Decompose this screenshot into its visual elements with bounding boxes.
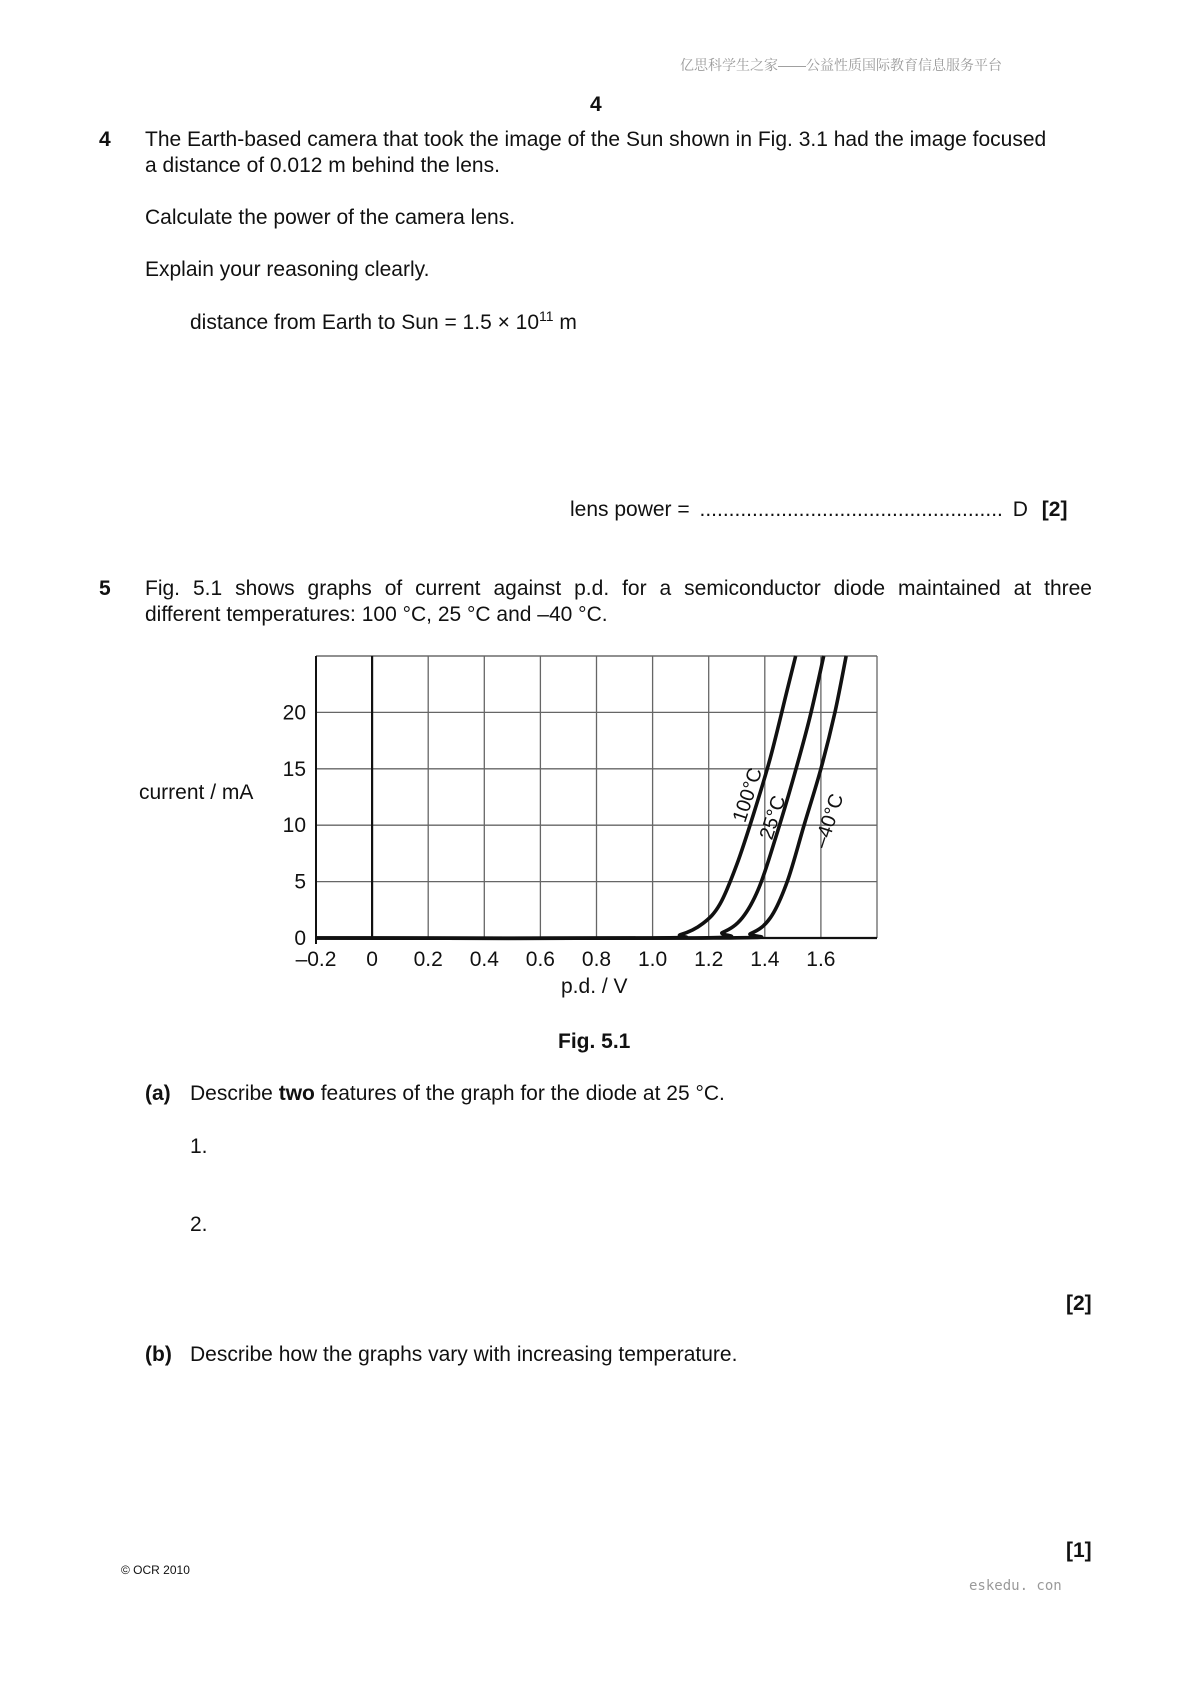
x-tick-label: 1.2 bbox=[694, 948, 724, 971]
y-tick-label: 5 bbox=[294, 870, 306, 894]
x-tick-label: 0.8 bbox=[581, 948, 612, 971]
part-b-marks: [1] bbox=[1066, 1539, 1092, 1562]
question-4-line2: a distance of 0.012 m behind the lens. bbox=[145, 154, 500, 177]
watermark-bottom: eskedu. con bbox=[969, 1578, 1062, 1594]
figure-caption: Fig. 5.1 bbox=[558, 1030, 631, 1053]
given-exponent: 11 bbox=[539, 308, 554, 324]
question-4-line1: The Earth-based camera that took the image of the Sun shown in Fig. 3.1 had the image focused bbox=[145, 128, 1047, 151]
series-line-1 bbox=[316, 656, 796, 938]
part-a-label: (a) bbox=[145, 1082, 171, 1105]
given-prefix: distance from Earth to Sun = 1.5 × 10 bbox=[190, 311, 540, 334]
question-4-instruction-calc: Calculate the power of the camera lens. bbox=[145, 206, 516, 229]
question-4-instruction-explain: Explain your reasoning clearly. bbox=[145, 258, 430, 281]
series-label-1: 100°C bbox=[728, 765, 767, 826]
y-tick-label: 0 bbox=[294, 927, 306, 950]
page-number: 4 bbox=[590, 93, 602, 116]
part-a-answer-1[interactable]: 1. bbox=[190, 1135, 208, 1158]
x-tick-label: 0.2 bbox=[413, 948, 443, 971]
copyright: © OCR 2010 bbox=[121, 1563, 190, 1577]
x-axis-label: p.d. / V bbox=[561, 975, 628, 998]
question-4-marks: [2] bbox=[1041, 498, 1068, 521]
chart-grid bbox=[316, 656, 877, 938]
question-5-line1: Fig. 5.1 shows graphs of current against p.d. for a semiconductor diode maintained at three bbox=[145, 577, 1092, 600]
y-tick-label: 20 bbox=[282, 701, 306, 725]
x-tick-label: –0.2 bbox=[295, 948, 337, 971]
y-axis-label: current / mA bbox=[139, 781, 254, 804]
x-tick-label: 0.4 bbox=[469, 948, 499, 971]
part-b-label: (b) bbox=[145, 1343, 172, 1366]
answer-unit: D bbox=[1012, 498, 1028, 521]
part-a-text-post: features of the graph for the diode at 25 °C. bbox=[314, 1082, 725, 1105]
part-a-text-bold: two bbox=[278, 1082, 315, 1105]
part-b-text: Describe how the graphs vary with increasing temperature. bbox=[190, 1343, 738, 1366]
answer-dots: .................................................... bbox=[699, 498, 1003, 521]
x-tick-label: 1.0 bbox=[637, 948, 668, 971]
x-tick-label: 1.6 bbox=[806, 948, 836, 971]
part-a-marks: [2] bbox=[1066, 1292, 1092, 1315]
x-tick-label: 1.4 bbox=[750, 948, 780, 971]
part-a-answer-2[interactable]: 2. bbox=[190, 1213, 208, 1236]
part-a-text-pre: Describe bbox=[190, 1082, 279, 1105]
series-label-3: –40°C bbox=[810, 791, 849, 852]
chart-series bbox=[316, 656, 849, 938]
chart-labels bbox=[283, 701, 849, 971]
given-unit: m bbox=[553, 311, 577, 334]
question-4-number: 4 bbox=[99, 128, 111, 151]
y-tick-label: 15 bbox=[282, 757, 306, 781]
part-a-text bbox=[190, 1081, 725, 1107]
watermark-top: 亿思科学生之家——公益性质国际教育信息服务平台 bbox=[680, 57, 1002, 73]
question-5-line2: different temperatures: 100 °C, 25 °C and –40 °C. bbox=[145, 603, 608, 626]
x-tick-label: 0.6 bbox=[525, 948, 556, 971]
y-tick-label: 10 bbox=[282, 814, 306, 838]
series-line-3 bbox=[316, 656, 849, 938]
series-label-2: 25°C bbox=[755, 793, 791, 843]
question-5-number: 5 bbox=[99, 577, 111, 600]
x-tick-label: 0 bbox=[366, 948, 378, 971]
answer-label: lens power = bbox=[570, 498, 690, 521]
